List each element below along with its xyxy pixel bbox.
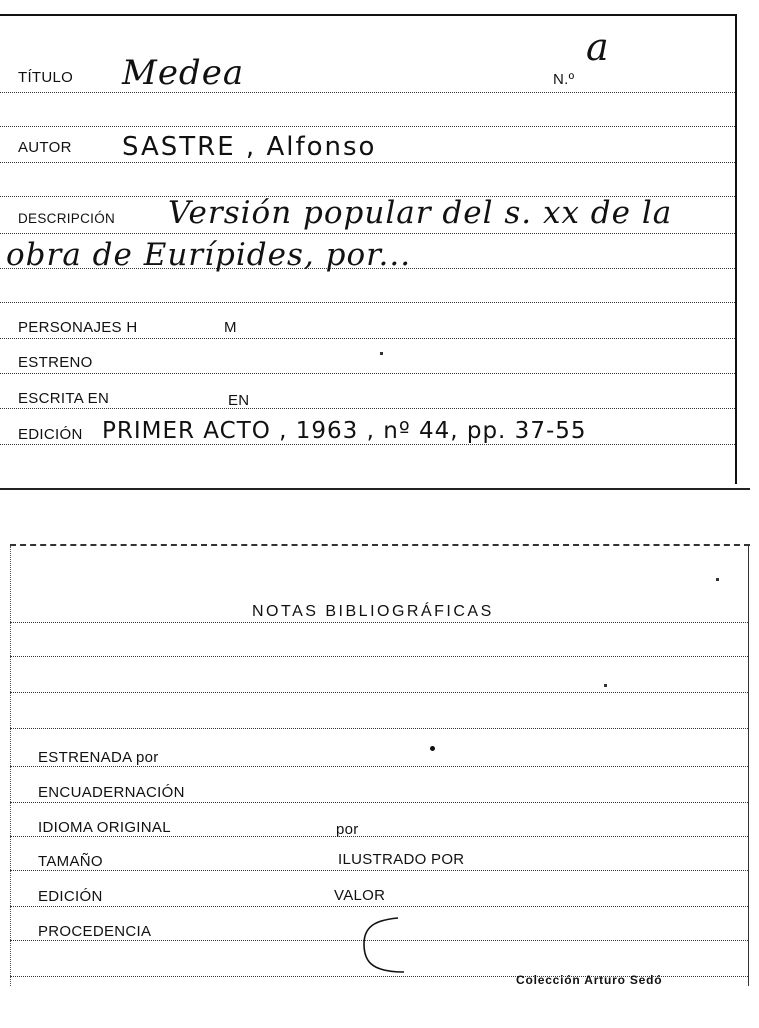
- ruled-line: [0, 233, 735, 234]
- notas-heading: NOTAS BIBLIOGRÁFICAS: [252, 603, 494, 620]
- ruled-line: [10, 656, 748, 657]
- numero-value: a: [586, 25, 610, 69]
- edicion-label: EDICIÓN: [18, 426, 83, 443]
- collection-credit: Colección Arturo Sedó: [516, 973, 663, 987]
- escrita-en-label: EN: [228, 392, 250, 409]
- card-right-edge: [748, 546, 749, 986]
- tamano-label: TAMAÑO: [38, 853, 103, 870]
- ruled-line: [0, 92, 735, 93]
- ruled-line: [10, 836, 748, 837]
- ruled-line: [10, 766, 748, 767]
- ruled-line: [0, 444, 735, 445]
- ruled-line: [10, 802, 748, 803]
- ruled-line: [0, 162, 735, 163]
- ruled-line: [10, 906, 748, 907]
- idioma-por-label: por: [336, 821, 359, 838]
- estrenada-label: ESTRENADA por: [38, 749, 159, 766]
- ruled-line: [10, 622, 748, 623]
- ink-speck: [604, 684, 607, 687]
- ruled-line: [0, 338, 735, 339]
- bracket-mark: [356, 914, 406, 978]
- ruled-line: [10, 728, 748, 729]
- ink-speck: [716, 578, 719, 581]
- descripcion-label: DESCRIPCIÓN: [18, 211, 116, 226]
- autor-label: AUTOR: [18, 139, 72, 156]
- personajes-m-label: M: [224, 319, 237, 336]
- ilustrado-label: ILUSTRADO POR: [338, 851, 465, 868]
- titulo-value: Medea: [122, 53, 245, 93]
- ruled-line: [0, 373, 735, 374]
- edicion-value: PRIMER ACTO , 1963 , nº 44, pp. 37-55: [102, 418, 587, 444]
- numero-label: N.º: [553, 71, 575, 88]
- encuadernacion-label: ENCUADERNACIÓN: [38, 784, 185, 801]
- ruled-line: [0, 302, 735, 303]
- ruled-line: [10, 870, 748, 871]
- ink-speck: [380, 352, 383, 355]
- ruled-line: [10, 692, 748, 693]
- ruled-line: [0, 408, 735, 409]
- descripcion-line2: obra de Eurípides, por...: [6, 237, 412, 273]
- card-bottom-edge: [0, 488, 750, 490]
- idioma-label: IDIOMA ORIGINAL: [38, 819, 171, 836]
- valor-label: VALOR: [334, 887, 386, 904]
- edicion2-label: EDICIÓN: [38, 888, 103, 905]
- personajes-label: PERSONAJES H: [18, 319, 138, 336]
- estreno-label: ESTRENO: [18, 354, 93, 371]
- ink-dot: [430, 746, 435, 751]
- procedencia-label: PROCEDENCIA: [38, 923, 152, 940]
- card-top-edge: [10, 544, 750, 546]
- titulo-label: TÍTULO: [18, 69, 74, 86]
- autor-value: SASTRE , Alfonso: [122, 132, 377, 162]
- ruled-line: [0, 126, 735, 127]
- escrita-label: ESCRITA EN: [18, 390, 110, 407]
- descripcion-line1: Versión popular del s. xx de la: [168, 195, 673, 231]
